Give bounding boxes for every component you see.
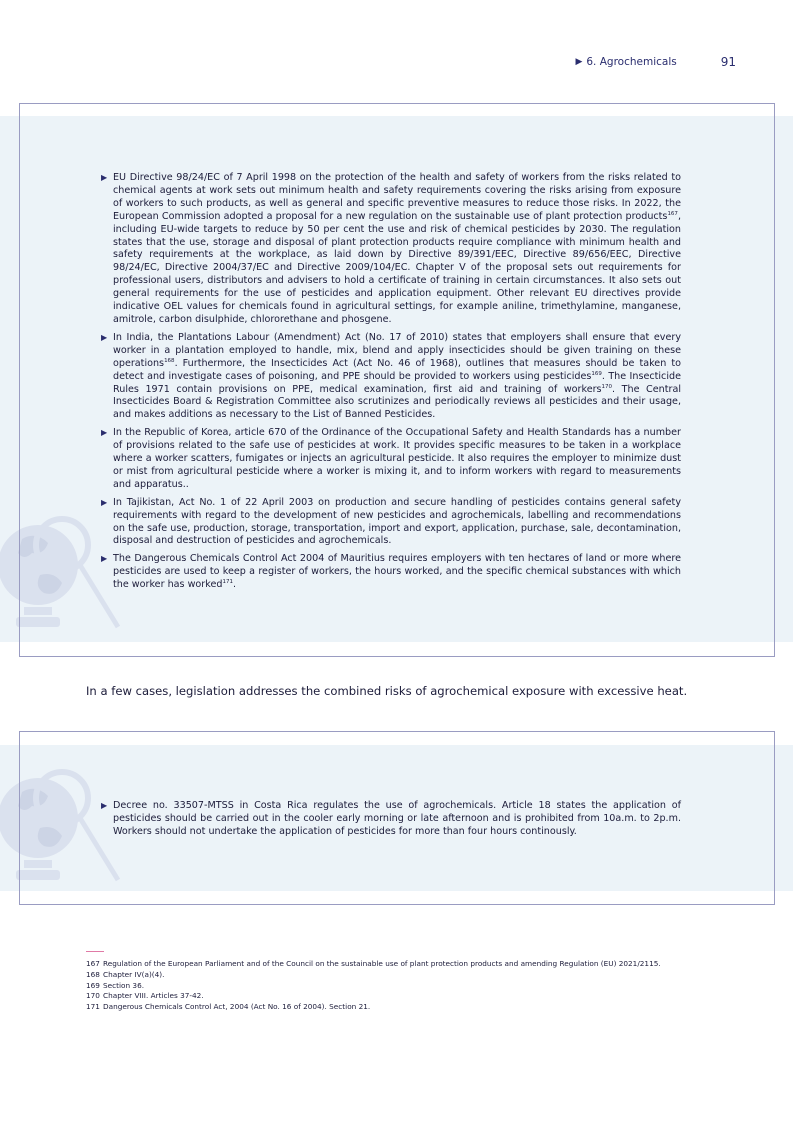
- footnote-ref[interactable]: 169: [591, 370, 602, 377]
- footnote: 168 Chapter IV(a)(4).: [86, 969, 165, 979]
- footnote-rule: [86, 951, 104, 952]
- footnote: 167 Regulation of the European Parliament and of the Council on the sustainable use of plant protection products and amending Regulation (EU) 2021/2115.: [86, 959, 661, 968]
- footnote-ref[interactable]: 167: [667, 210, 678, 217]
- triangle-right-icon: ▶: [101, 173, 108, 182]
- section-title: 6. Agrochemicals: [586, 56, 677, 68]
- box1-bullet-list: [100, 172, 681, 597]
- triangle-right-icon: ▶: [101, 554, 108, 564]
- footnote: 170 Chapter VIII. Articles 37-42.: [86, 991, 204, 1001]
- footnote-ref[interactable]: 168: [164, 357, 175, 364]
- footnotes: [86, 959, 661, 1013]
- body-paragraph: In a few cases, legislation addresses the combined risks of agrochemical exposure with excessive heat.: [86, 684, 688, 698]
- footnote-ref[interactable]: 170: [601, 383, 613, 390]
- triangle-right-icon: ▶: [575, 57, 583, 67]
- triangle-right-icon: ▶: [101, 428, 108, 438]
- list-item: ▶ In India, the Plantations Labour (Amendment) Act (No. 17 of 2010) states that employers shall ensure that every worker in a plantation employed to handle, mix, blend and apply insecticides should be given training on these operations$^{168}$. Furthermore, the Insecticides Act (Act No. 46 of 1968), outlines that measures should be taken to detect and investigate cases of poisoning, and PPE should be provided to workers using pesticides$^{169}$. The Insecticide Rules 1971 contain provisions on PPE, medical examination, first aid and training of workers$^{170}$. The Central Insecticides Board & Registration Committee also scrutinizes and periodically reviews all pesticides and their usage, and makes additions as necessary to the List of Banned Pesticides.: [101, 331, 681, 421]
- list-item: ▶ The Dangerous Chemicals Control Act 2004 of Mauritius requires employers with ten hectares of land or more where pesticides are used to keep a register of workers, the hours worked, and the specific chemical substances with which the worker has worked$^{171}$.: [101, 553, 681, 591]
- list-item: ▶ EU Directive 98/24/EC of 7 April 1998 on the protection of the health and safety of workers from the risks related to chemical agents at work sets out minimum health and safety requirements covering the risks arising from exposure of workers to such products, as well as general and specific preventive measures to reduce those risks. In 2022, the European Commission adopted a proposal for a new regulation on the sustainable use of plant protection products$^{167}$, including EU-wide targets to reduce by 50 per cent the use and risk of chemical pesticides by 2030. The regulation states that the use, storage and disposal of plant protection products require compliance with minimum health and safety requirements at the workplace, as laid down by Directive 89/391/EEC, Directive 89/656/EEC, Directive 98/24/EC, Directive 2004/37/EC and Directive 2009/104/EC. Chapter V of the proposal sets out requirements for professional users, distributors and advisers to hold a certificate of training in certain circumstances. It also sets out general requirements for the use of pesticides and application equipment. Other relevant EU directives provide indicative OEL values for chemicals found in agricultural settings, for example aniline, trimethylamine, manganese, amitrole, carbon disulphide, chlororethane and phosgene.: [101, 172, 681, 325]
- page-number: 91: [720, 55, 736, 69]
- triangle-right-icon: ▶: [101, 332, 108, 342]
- footnote: 169 Section 36.: [86, 980, 145, 990]
- list-item: ▶ In the Republic of Korea, article 670 of the Ordinance of the Occupational Safety and Health Standards has a number of provisions related to the safe use of pesticides at work. It provides specific measures to be taken in a workplace where a worker scatters, fumigates or injects an agricultural pesticide. It also requires the employer to minimize dust or mist from agricultural pesticide where a worker is mixing it, and to inform workers with regard to measurements and apparatus..: [101, 427, 681, 490]
- triangle-right-icon: ▶: [101, 801, 108, 810]
- footnote: 171 Dangerous Chemicals Control Act, 2004 (Act No. 16 of 2004). Section 21.: [86, 1002, 371, 1012]
- list-item: ▶ Decree no. 33507-MTSS in Costa Rica regulates the use of agrochemicals. Article 18 states the application of pesticides should be carried out in the cooler early morning or late afternoon and is prohibited from 10a.m. to 2p.m. Workers should not undertake the application of pesticides for more than four hours continously.: [101, 800, 681, 837]
- running-header: [575, 54, 736, 70]
- list-item: ▶ In Tajikistan, Act No. 1 of 22 April 2003 on production and secure handling of pesticides contains general safety requirements with regard to the development of new pesticides and agrochemicals, labelling and recommendations on the safe use, production, storage, transportation, import and export, application, purchase, sale, decontamination, disposal and destruction of pesticides and agrochemicals.: [101, 496, 681, 547]
- footnote-ref[interactable]: 171: [222, 579, 233, 585]
- box2-bullet-list: [100, 800, 681, 844]
- triangle-right-icon: ▶: [101, 497, 108, 507]
